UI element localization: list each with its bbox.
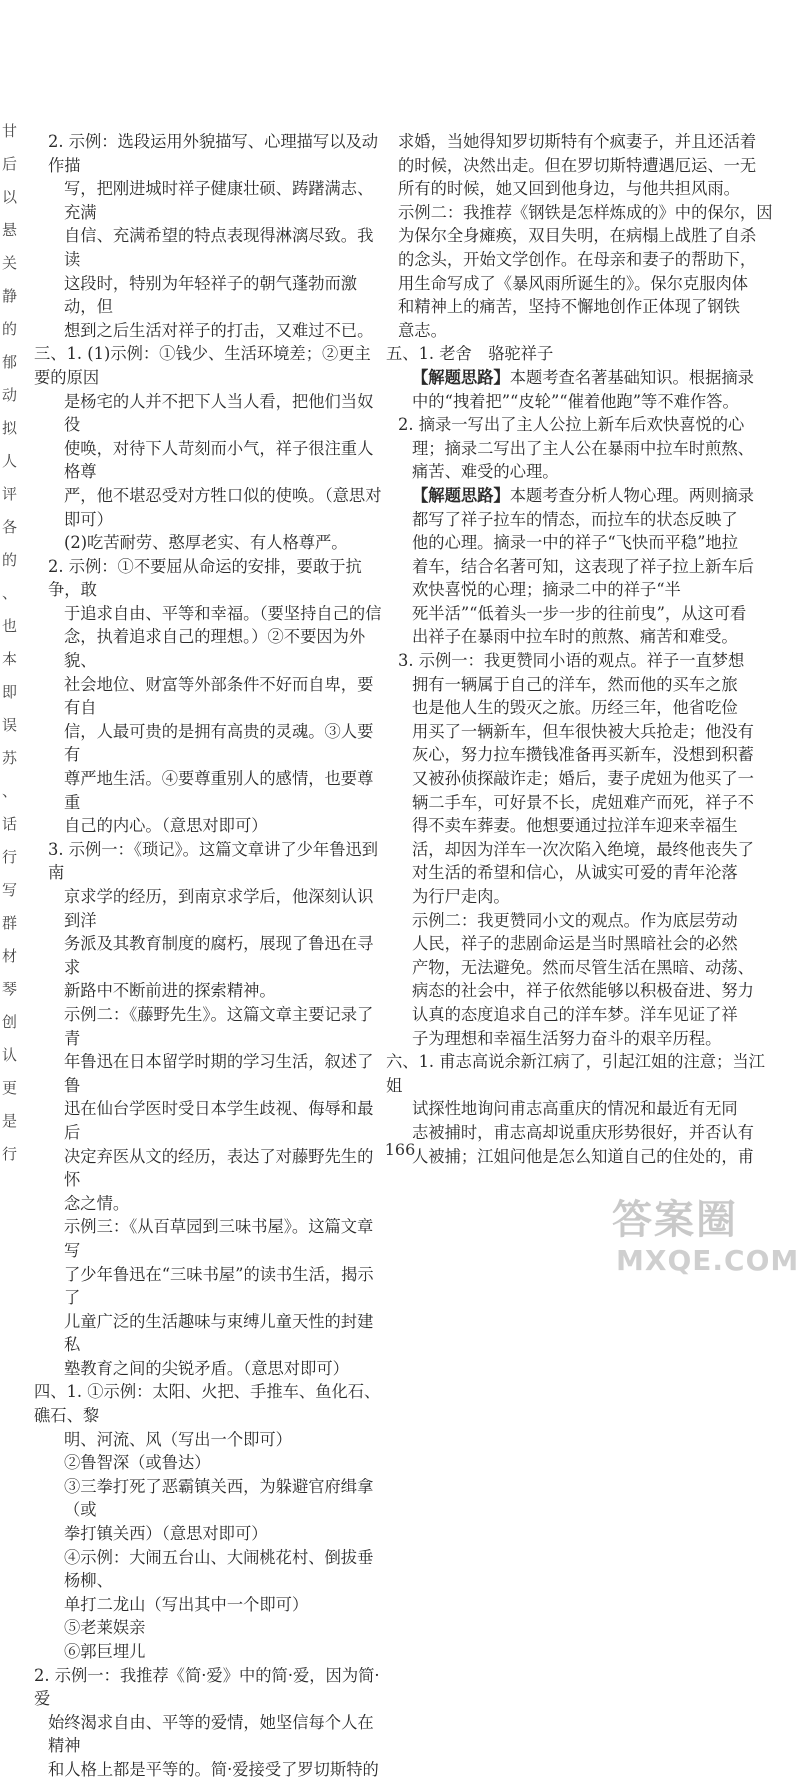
margin-char: 评	[2, 485, 18, 503]
text-line: 人民，祥子的悲剧命运是当时黑暗社会的必然	[412, 934, 738, 954]
text-line: 儿童广泛的生活趣味与束缚儿童天性的封建私	[64, 1311, 374, 1355]
text-line: ⑥郭巨埋儿	[64, 1642, 146, 1661]
text-line: 始终渴求自由、平等的爱情，她坚信每个人在精神	[48, 1712, 374, 1756]
text-line: ⑤老莱娱亲	[64, 1618, 146, 1638]
margin-char: 创	[2, 1013, 18, 1031]
text-line: 四、1. ①示例：太阳、火把、手推车、鱼化石、礁石、黎	[34, 1382, 381, 1426]
margin-char: 静	[2, 287, 18, 305]
text-line: 示例二：我推荐《钢铁是怎样炼成的》中的保尔，因	[398, 202, 773, 222]
text-line-rest: 本题考查分析人物心理。两则摘录	[509, 485, 754, 505]
text-line: 2. 示例：①不要屈从命运的安排，要敢于抗争，敢	[48, 556, 362, 600]
text-line: 六、1. 甫志高说余新江病了，引起江姐的注意；当江姐	[386, 1052, 765, 1095]
text-line: 京求学的经历，到南京求学后，他深刻认识到洋	[64, 887, 374, 930]
margin-char: 话	[2, 815, 18, 833]
text-line: 欢快喜悦的心理；摘录二中的祥子“半	[412, 580, 681, 600]
text-line: 五、1. 老舍 骆驼祥子	[386, 344, 554, 364]
margin-char: 拟	[2, 419, 18, 437]
text-line: 即可）	[64, 509, 113, 529]
margin-char: 认	[2, 1046, 18, 1064]
watermark-top-text: 答案圈	[612, 1197, 738, 1243]
text-line: 三、1. (1)示例：①钱少、生活环境差；②更主要的原因	[34, 344, 371, 387]
text-line: 子为理想和幸福生活努力奋斗的艰辛历程。	[412, 1028, 722, 1048]
text-line: 单打二龙山（写出其中一个即可）	[64, 1594, 309, 1614]
text-line: 对生活的希望和信心，从诚实可爱的青年沦落	[412, 863, 738, 883]
text-line: 都写了祥子拉车的情态，而拉车的状态反映了	[412, 509, 738, 529]
margin-char: 更	[2, 1079, 18, 1097]
text-line: 迅在仙台学医时受日本学生歧视、侮辱和最后	[64, 1099, 374, 1142]
text-line: 尊严地生活。④要尊重别人的感情，也要尊重	[64, 769, 374, 812]
text-line	[398, 484, 773, 508]
left-column	[34, 130, 384, 1782]
text-line: 务派及其教育制度的腐朽，展现了鲁迅在寻求	[64, 934, 374, 977]
text-line: 2. 示例：选段运用外貌描写、心理描写以及动作描	[48, 132, 379, 175]
margin-char: 材	[2, 947, 18, 965]
text-line: 3. 示例一：我更赞同小语的观点。祥子一直梦想	[398, 651, 745, 671]
margin-char: 琴	[2, 980, 18, 998]
margin-char: 也	[2, 617, 18, 635]
text-line: 3. 示例一：《琐记》。这篇文章讲了少年鲁迅到南	[48, 839, 379, 883]
text-line: 的时候，决然出走。但在罗切斯特遭遇厄运、一无	[398, 155, 757, 175]
text-line: 人被捕；江姐问他是怎么知道自己的住处的，甫	[412, 1146, 754, 1166]
text-line: 死半活”“低着头一步一步的往前曳”，从这可看	[412, 603, 747, 623]
margin-char: 各	[2, 518, 18, 536]
text-line: 拳打镇关西）（意思对即可）	[64, 1524, 268, 1544]
text-line: 也是他人生的毁灭之旅。历经三年，他省吃俭	[412, 698, 738, 718]
text-line: 示例二：《藤野先生》。这篇文章主要记录了青	[64, 1004, 374, 1048]
text-line: 认真的态度追求自己的洋车梦。洋车见证了祥	[412, 1004, 738, 1024]
margin-char: 的	[2, 551, 18, 569]
text-line: 自信、充满希望的特点表现得淋漓尽致。我读	[64, 226, 374, 269]
text-line: 于追求自由、平等和幸福。（要坚持自己的信	[64, 603, 382, 623]
text-line: 念之情。	[64, 1193, 130, 1213]
watermark-logo	[604, 1188, 800, 1280]
text-line: ④示例：大闹五台山、大闹桃花村、倒拔垂杨柳、	[64, 1547, 374, 1591]
text-line: 示例二：我更赞同小文的观点。作为底层劳动	[412, 910, 738, 930]
text-line: 又被孙侦探敲诈走；婚后，妻子虎妞为他买了一	[412, 769, 754, 789]
text-line: 塾教育之间的尖锐矛盾。（意思对即可）	[64, 1358, 349, 1378]
margin-char: 后	[2, 155, 18, 173]
margin-char: 的	[2, 320, 18, 338]
text-line: 明、河流、风（写出一个即可）	[64, 1429, 292, 1449]
text-line: 和精神上的痛苦，坚持不懈地创作正体现了钢铁	[398, 297, 740, 317]
text-line: 2. 示例一：我推荐《简·爱》中的简·爱，因为简·爱	[34, 1665, 380, 1709]
text-line: 2. 摘录一写出了主人公拉上新车后欢快喜悦的心	[398, 415, 745, 435]
solution-hint-label: 【解题思路】	[412, 485, 510, 505]
page-number: 166	[384, 1140, 416, 1159]
text-line: 的念头，开始文学创作。在母亲和妻子的帮助下，	[398, 249, 757, 269]
text-line: 理；摘录二写出了主人公在暴雨中拉车时煎熬、	[412, 438, 754, 458]
text-line: 出祥子在暴雨中拉车时的煎熬、痛苦和难受。	[412, 627, 738, 647]
text-line: 拥有一辆属于自己的洋车，然而他的买车之旅	[412, 674, 738, 694]
text-line: 痛苦、难受的心理。	[412, 462, 559, 482]
margin-char: 悬	[2, 221, 18, 239]
text-line: 念，执着追求自己的理想。）②不要因为外貌、	[64, 627, 366, 671]
margin-char: 郁	[2, 353, 18, 371]
watermark-bottom-text: MXQE.COM	[616, 1244, 800, 1277]
text-line: 用买了一辆新车，但车很快被大兵抢走；他没有	[412, 721, 754, 741]
text-line: 了少年鲁迅在“三味书屋”的读书生活，揭示了	[64, 1264, 374, 1308]
text-line: 为行尸走肉。	[412, 887, 510, 906]
text-line: 示例三：《从百草园到三味书屋》。这篇文章写	[64, 1217, 374, 1260]
text-line: 他的心理。摘录一中的祥子“飞快而平稳”地拉	[412, 533, 738, 553]
margin-char: 群	[2, 914, 18, 932]
text-line: 灰心，努力拉车攒钱准备再买新车，没想到积蓄	[412, 745, 754, 765]
text-line: (2)吃苦耐劳、憨厚老实、有人格尊严。	[64, 533, 348, 553]
text-line: 辆二手车，可好景不长，虎妞难产而死，祥子不	[412, 792, 754, 812]
text-line: 所有的时候，她又回到他身边，与他共担风雨。	[398, 179, 740, 199]
text-line: 病态的社会中，祥子依然能够以积极奋进、努力	[412, 981, 754, 1001]
text-line: 为保尔全身瘫痪，双目失明，在病榻上战胜了自杀	[398, 226, 757, 246]
text-line: 这段时，特别为年轻祥子的朝气蓬勃而激动，但	[64, 273, 358, 317]
text-line: 求婚，当她得知罗切斯特有个疯妻子，并且还活着	[398, 132, 757, 151]
text-line: 决定弃医从文的经历，表达了对藤野先生的怀	[64, 1146, 374, 1190]
right-column	[386, 130, 773, 1168]
margin-char: 误	[2, 716, 18, 734]
text-line: 用生命写成了《暴风雨所诞生的》。保尔克服肉体	[398, 273, 749, 293]
margin-char: 动	[2, 386, 18, 404]
text-line: 想到之后生活对祥子的打击，又难过不已。	[64, 320, 374, 340]
margin-char: 人	[2, 452, 18, 470]
text-line: ②鲁智深（或鲁达）	[64, 1453, 211, 1473]
text-line: 活，却因为洋车一次次陷入绝境，最终他丧失了	[412, 839, 754, 859]
text-line: 使唤，对待下人苛刻而小气，祥子很注重人格尊	[64, 438, 374, 482]
margin-char: 苏	[2, 749, 18, 767]
text-line: 信，人最可贵的是拥有高贵的灵魂。③人要有	[64, 721, 374, 765]
text-line-rest: 本题考查名著基础知识。根据摘录	[509, 367, 754, 387]
solution-hint-label: 【解题思路】	[412, 367, 510, 387]
margin-char: 以	[2, 188, 18, 206]
text-line: 是杨宅的人并不把下人当人看，把他们当奴役	[64, 391, 374, 435]
text-line: 志被捕时，甫志高却说重庆形势很好，并否认有	[412, 1122, 754, 1142]
margin-char: 即	[2, 683, 18, 701]
margin-char: 本	[2, 650, 18, 668]
text-line: 产物，无法避免。然而尽管生活在黑暗、动荡、	[412, 957, 754, 977]
text-line	[398, 366, 773, 390]
text-line: 新路中不断前进的探索精神。	[64, 981, 276, 1001]
text-line: 意志。	[398, 320, 447, 340]
text-line: 试探性地询问甫志高重庆的情况和最近有无同	[412, 1099, 738, 1119]
margin-char: 关	[2, 254, 18, 272]
text-line: 和人格上都是平等的。简·爱接受了罗切斯特的	[48, 1759, 379, 1779]
margin-char: 写	[2, 881, 18, 899]
left-margin-cutoff-text	[0, 120, 22, 1200]
text-line: 写，把刚进城时祥子健康壮硕、踌躇满志、充满	[64, 179, 374, 222]
text-line: 严，他不堪忍受对方牲口似的使唤。（意思对	[64, 485, 382, 505]
text-line: 得不卖车葬妻。他想要通过拉洋车迎来幸福生	[412, 816, 738, 836]
margin-char: 是	[2, 1112, 18, 1130]
margin-char: 行	[2, 1145, 18, 1163]
margin-char: 甘	[2, 122, 18, 140]
text-line: 社会地位、财富等外部条件不好而自卑，要有自	[64, 674, 374, 718]
margin-char: 、	[2, 782, 18, 800]
text-line: ③三拳打死了恶霸镇关西，为躲避官府缉拿（或	[64, 1476, 374, 1520]
text-line: 着车，结合名著可知，这表现了祥子拉上新车后	[412, 556, 754, 576]
text-line: 年鲁迅在日本留学时期的学习生活，叙述了鲁	[64, 1052, 374, 1095]
margin-char: 行	[2, 848, 18, 866]
text-line: 中的“拽着把”“皮轮”“催着他跑”等不难作答。	[412, 391, 739, 411]
margin-char: 、	[2, 584, 18, 602]
text-line: 自己的内心。（意思对即可）	[64, 816, 268, 836]
